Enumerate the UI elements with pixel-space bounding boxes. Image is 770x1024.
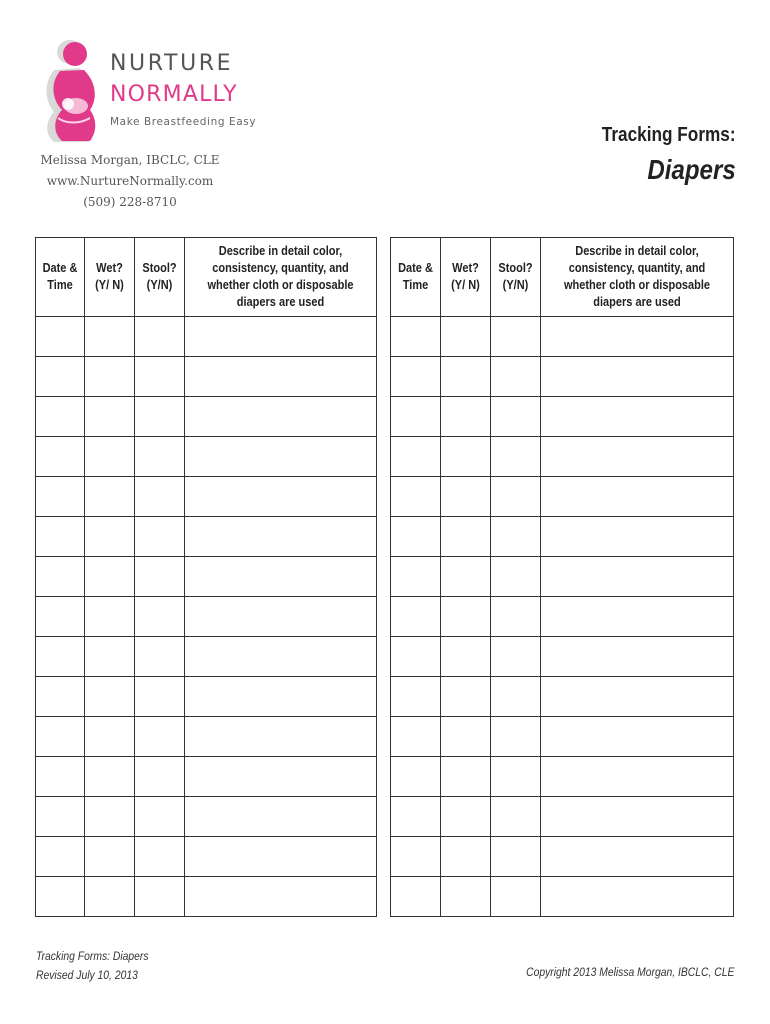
form-title: Tracking Forms: [602, 124, 736, 146]
describe-cell[interactable] [541, 637, 734, 677]
stool-cell[interactable] [491, 557, 541, 597]
date-time-cell[interactable] [391, 477, 441, 517]
date-time-cell[interactable] [36, 757, 85, 797]
form-subtitle: Diapers [647, 154, 736, 185]
wet-cell[interactable] [85, 477, 135, 517]
date-time-cell[interactable] [391, 437, 441, 477]
wet-cell[interactable] [441, 597, 491, 637]
wet-cell[interactable] [441, 677, 491, 717]
table-row [391, 357, 734, 397]
contact-phone: (509) 228-8710 [83, 195, 177, 209]
table-row [391, 837, 734, 877]
date-time-cell[interactable] [36, 557, 85, 597]
describe-cell[interactable] [185, 357, 377, 397]
wet-cell[interactable] [441, 357, 491, 397]
brand-name-top: NURTURE [110, 51, 234, 76]
date-time-cell[interactable] [391, 317, 441, 357]
header-date-time: Date & Time [391, 238, 441, 317]
stool-cell[interactable] [135, 757, 185, 797]
stool-cell[interactable] [135, 637, 185, 677]
date-time-cell[interactable] [391, 717, 441, 757]
mother-baby-logo-icon [40, 38, 110, 144]
describe-cell[interactable] [185, 397, 377, 437]
table-row [36, 317, 377, 357]
wet-cell[interactable] [441, 557, 491, 597]
describe-cell[interactable] [541, 597, 734, 637]
table-row [36, 557, 377, 597]
stool-cell[interactable] [135, 357, 185, 397]
date-time-cell[interactable] [391, 517, 441, 557]
describe-cell[interactable] [541, 877, 734, 917]
table-row [36, 477, 377, 517]
wet-cell[interactable] [441, 517, 491, 557]
date-time-cell[interactable] [36, 837, 85, 877]
wet-cell[interactable] [85, 517, 135, 557]
describe-cell[interactable] [541, 517, 734, 557]
stool-cell[interactable] [491, 637, 541, 677]
describe-cell[interactable] [541, 477, 734, 517]
wet-cell[interactable] [441, 837, 491, 877]
table-row [36, 357, 377, 397]
wet-cell[interactable] [441, 477, 491, 517]
wet-cell[interactable] [85, 717, 135, 757]
describe-cell[interactable] [185, 557, 377, 597]
table-header-row [391, 238, 734, 317]
contact-block [30, 150, 230, 213]
date-time-cell[interactable] [391, 637, 441, 677]
date-time-cell[interactable] [36, 677, 85, 717]
header-wet: Wet? (Y/ N) [441, 238, 491, 317]
wet-cell[interactable] [85, 797, 135, 837]
wet-cell[interactable] [85, 357, 135, 397]
describe-cell[interactable] [541, 757, 734, 797]
log-rows [36, 317, 377, 917]
table-row [391, 477, 734, 517]
stool-cell[interactable] [491, 877, 541, 917]
date-time-cell[interactable] [391, 397, 441, 437]
stool-cell[interactable] [491, 317, 541, 357]
describe-cell[interactable] [185, 757, 377, 797]
footer-revised: Revised July 10, 2013 [36, 970, 138, 982]
diaper-log-table-left [35, 237, 377, 917]
stool-cell[interactable] [491, 397, 541, 437]
table-row [36, 677, 377, 717]
describe-cell[interactable] [541, 437, 734, 477]
diaper-log-table-right [390, 237, 734, 917]
date-time-cell[interactable] [391, 797, 441, 837]
table-row [36, 757, 377, 797]
describe-cell[interactable] [185, 717, 377, 757]
table-row [391, 717, 734, 757]
header-describe: Describe in detail color, consistency, quantity, and whether cloth or disposable diapers are used [541, 238, 734, 317]
describe-cell[interactable] [185, 837, 377, 877]
header-stool: Stool? (Y/N) [491, 238, 541, 317]
wet-cell[interactable] [85, 757, 135, 797]
table-row [391, 637, 734, 677]
describe-cell[interactable] [185, 477, 377, 517]
table-row [391, 517, 734, 557]
wet-cell[interactable] [85, 437, 135, 477]
date-time-cell[interactable] [36, 597, 85, 637]
stool-cell[interactable] [135, 597, 185, 637]
header-wet: Wet? (Y/ N) [85, 238, 135, 317]
stool-cell[interactable] [491, 477, 541, 517]
table-row [36, 797, 377, 837]
table-row [391, 317, 734, 357]
stool-cell[interactable] [135, 397, 185, 437]
header-stool: Stool? (Y/N) [135, 238, 185, 317]
wet-cell[interactable] [441, 797, 491, 837]
date-time-cell[interactable] [36, 317, 85, 357]
describe-cell[interactable] [185, 517, 377, 557]
table-row [391, 557, 734, 597]
date-time-cell[interactable] [391, 757, 441, 797]
stool-cell[interactable] [491, 797, 541, 837]
header-describe: Describe in detail color, consistency, quantity, and whether cloth or disposable diapers are used [185, 238, 377, 317]
table-row [36, 597, 377, 637]
date-time-cell[interactable] [391, 837, 441, 877]
describe-cell[interactable] [185, 597, 377, 637]
date-time-cell[interactable] [36, 437, 85, 477]
describe-cell[interactable] [541, 317, 734, 357]
date-time-cell[interactable] [36, 517, 85, 557]
wet-cell[interactable] [441, 877, 491, 917]
stool-cell[interactable] [135, 677, 185, 717]
date-time-cell[interactable] [36, 637, 85, 677]
stool-cell[interactable] [135, 557, 185, 597]
header-date-time: Date & Time [36, 238, 85, 317]
describe-cell[interactable] [185, 437, 377, 477]
wet-cell[interactable] [85, 317, 135, 357]
table-row [391, 677, 734, 717]
describe-cell[interactable] [185, 797, 377, 837]
date-time-cell[interactable] [36, 877, 85, 917]
stool-cell[interactable] [491, 837, 541, 877]
wet-cell[interactable] [441, 757, 491, 797]
stool-cell[interactable] [135, 877, 185, 917]
brand-logo [40, 38, 257, 144]
wet-cell[interactable] [85, 837, 135, 877]
stool-cell[interactable] [491, 357, 541, 397]
stool-cell[interactable] [135, 797, 185, 837]
table-row [36, 437, 377, 477]
table-row [36, 837, 377, 877]
stool-cell[interactable] [135, 517, 185, 557]
contact-name: Melissa Morgan, IBCLC, CLE [40, 153, 220, 167]
stool-cell[interactable] [135, 477, 185, 517]
table-row [391, 877, 734, 917]
date-time-cell[interactable] [391, 357, 441, 397]
stool-cell[interactable] [491, 517, 541, 557]
footer-form-name: Tracking Forms: Diapers [36, 951, 149, 963]
date-time-cell[interactable] [36, 717, 85, 757]
date-time-cell[interactable] [36, 797, 85, 837]
describe-cell[interactable] [541, 397, 734, 437]
wet-cell[interactable] [441, 637, 491, 677]
wet-cell[interactable] [441, 397, 491, 437]
describe-cell[interactable] [541, 717, 734, 757]
describe-cell[interactable] [541, 557, 734, 597]
stool-cell[interactable] [135, 317, 185, 357]
describe-cell[interactable] [541, 797, 734, 837]
table-row [391, 437, 734, 477]
footer-form-info [36, 948, 149, 986]
date-time-cell[interactable] [36, 477, 85, 517]
stool-cell[interactable] [135, 437, 185, 477]
brand-tagline: Make Breastfeeding Easy [110, 116, 257, 128]
describe-cell[interactable] [185, 637, 377, 677]
contact-website: www.NurtureNormally.com [46, 174, 214, 188]
table-row [391, 597, 734, 637]
wet-cell[interactable] [85, 597, 135, 637]
describe-cell[interactable] [541, 677, 734, 717]
date-time-cell[interactable] [36, 397, 85, 437]
table-row [391, 397, 734, 437]
stool-cell[interactable] [491, 597, 541, 637]
stool-cell[interactable] [491, 677, 541, 717]
wet-cell[interactable] [441, 717, 491, 757]
describe-cell[interactable] [541, 357, 734, 397]
date-time-cell[interactable] [391, 557, 441, 597]
wet-cell[interactable] [85, 637, 135, 677]
brand-name-bottom: NORMALLY [110, 82, 238, 107]
table-row [36, 717, 377, 757]
table-row [36, 517, 377, 557]
stool-cell[interactable] [135, 717, 185, 757]
table-row [36, 877, 377, 917]
wet-cell[interactable] [85, 397, 135, 437]
describe-cell[interactable] [541, 837, 734, 877]
log-rows [391, 317, 734, 917]
date-time-cell[interactable] [391, 677, 441, 717]
table-row [391, 797, 734, 837]
wet-cell[interactable] [85, 677, 135, 717]
wet-cell[interactable] [85, 557, 135, 597]
date-time-cell[interactable] [391, 877, 441, 917]
wet-cell[interactable] [85, 877, 135, 917]
stool-cell[interactable] [491, 717, 541, 757]
table-row [36, 637, 377, 677]
stool-cell[interactable] [491, 437, 541, 477]
wet-cell[interactable] [441, 437, 491, 477]
describe-cell[interactable] [185, 317, 377, 357]
describe-cell[interactable] [185, 677, 377, 717]
describe-cell[interactable] [185, 877, 377, 917]
table-row [391, 757, 734, 797]
table-header-row [36, 238, 377, 317]
table-row [36, 397, 377, 437]
stool-cell[interactable] [135, 837, 185, 877]
stool-cell[interactable] [491, 757, 541, 797]
footer-copyright: Copyright 2013 Melissa Morgan, IBCLC, CLE [525, 967, 734, 979]
wet-cell[interactable] [441, 317, 491, 357]
date-time-cell[interactable] [391, 597, 441, 637]
date-time-cell[interactable] [36, 357, 85, 397]
